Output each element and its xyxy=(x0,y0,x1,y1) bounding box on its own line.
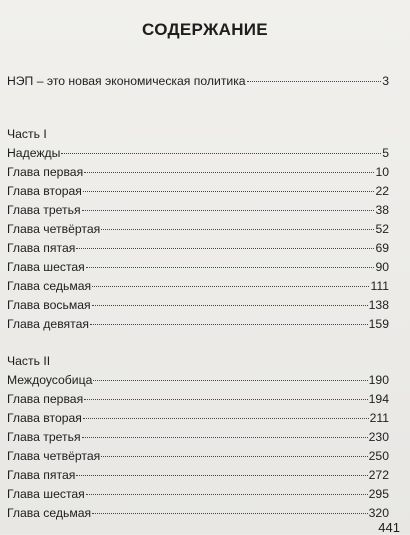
toc-entry-page: 10 xyxy=(375,165,389,179)
toc-entry-page: 3 xyxy=(382,74,389,88)
toc-entry-page: 22 xyxy=(375,184,389,198)
toc-part-1 xyxy=(7,125,389,334)
toc-entry xyxy=(7,466,389,485)
toc-entry-page: 250 xyxy=(368,449,389,463)
toc-entry-label: Глава третья xyxy=(7,203,81,217)
toc-entry-label: Глава шестая xyxy=(7,487,85,501)
toc-entry-label: НЭП – это новая экономическая политика xyxy=(7,74,246,88)
toc-entry xyxy=(7,277,389,296)
dot-leader xyxy=(101,456,367,457)
dot-leader xyxy=(92,513,368,514)
dot-leader xyxy=(90,324,368,325)
toc-entry-label: Глава четвёртая xyxy=(7,222,101,236)
toc-entry xyxy=(7,296,389,315)
toc-entry-label: Надежды xyxy=(7,146,61,160)
toc-entry-label: Глава восьмая xyxy=(7,298,91,312)
toc-entry xyxy=(7,163,389,182)
dot-leader xyxy=(83,191,375,192)
page-number: 441 xyxy=(378,520,400,535)
toc-intro xyxy=(7,72,389,91)
toc-entry xyxy=(7,390,389,409)
dot-leader xyxy=(84,172,374,173)
toc-entry-label: Глава первая xyxy=(7,392,84,406)
toc-entry-label: Глава вторая xyxy=(7,184,82,198)
toc-entry-label: Глава четвёртая xyxy=(7,449,101,463)
toc-entry xyxy=(7,428,389,447)
toc-entry xyxy=(7,201,389,220)
toc-entry-label: Междоусобица xyxy=(7,373,93,387)
part-title: Часть I xyxy=(7,127,47,141)
toc-entry-page: 38 xyxy=(375,203,389,217)
toc-entry-page: 111 xyxy=(370,279,389,293)
toc-entry xyxy=(7,239,389,258)
toc-entry-page: 211 xyxy=(369,411,389,425)
dot-leader xyxy=(86,494,368,495)
toc-entry-page: 194 xyxy=(368,392,389,406)
dot-leader xyxy=(82,437,368,438)
toc-entry xyxy=(7,371,389,390)
toc-entry-page: 52 xyxy=(375,222,389,236)
toc-entry-page: 5 xyxy=(382,146,389,160)
toc-entry xyxy=(7,409,389,428)
toc-entry-label: Глава девятая xyxy=(7,317,89,331)
toc-entry-label: Глава пятая xyxy=(7,241,76,255)
dot-leader xyxy=(92,305,368,306)
toc-entry-page: 159 xyxy=(368,317,389,331)
toc-entry xyxy=(7,258,389,277)
toc-entry xyxy=(7,485,389,504)
dot-leader xyxy=(83,418,369,419)
toc-entry-page: 230 xyxy=(368,430,389,444)
page-title: СОДЕРЖАНИЕ xyxy=(142,20,268,39)
toc-entry xyxy=(7,504,389,523)
toc-entry-page: 272 xyxy=(368,468,389,482)
dot-leader xyxy=(101,229,374,230)
dot-leader xyxy=(61,153,381,154)
toc-entry-label: Глава третья xyxy=(7,430,81,444)
toc-entry-label: Глава первая xyxy=(7,165,84,179)
toc-entry-label: Глава седьмая xyxy=(7,279,92,293)
dot-leader xyxy=(86,267,375,268)
toc-entry-page: 69 xyxy=(375,241,389,255)
toc-entry-page: 138 xyxy=(368,298,389,312)
toc-entry xyxy=(7,315,389,334)
toc-entry-page: 320 xyxy=(368,506,389,520)
dot-leader xyxy=(76,475,367,476)
dot-leader xyxy=(84,399,367,400)
toc-entry-label: Глава вторая xyxy=(7,411,82,425)
dot-leader xyxy=(93,380,367,381)
toc-part-2 xyxy=(7,352,389,523)
dot-leader xyxy=(82,210,375,211)
toc-entry-page: 295 xyxy=(368,487,389,501)
dot-leader xyxy=(92,286,369,287)
toc-entry-label: Глава шестая xyxy=(7,260,85,274)
toc-entry-page: 190 xyxy=(368,373,389,387)
toc-entry xyxy=(7,220,389,239)
toc-entry xyxy=(7,144,389,163)
toc-entry xyxy=(7,72,389,91)
toc-entry xyxy=(7,447,389,466)
dot-leader xyxy=(76,248,374,249)
toc-entry-label: Глава седьмая xyxy=(7,506,92,520)
toc-entry xyxy=(7,182,389,201)
toc-entry-page: 90 xyxy=(375,260,389,274)
toc-entry-label: Глава пятая xyxy=(7,468,76,482)
part-title: Часть II xyxy=(7,354,51,368)
dot-leader xyxy=(247,81,382,82)
